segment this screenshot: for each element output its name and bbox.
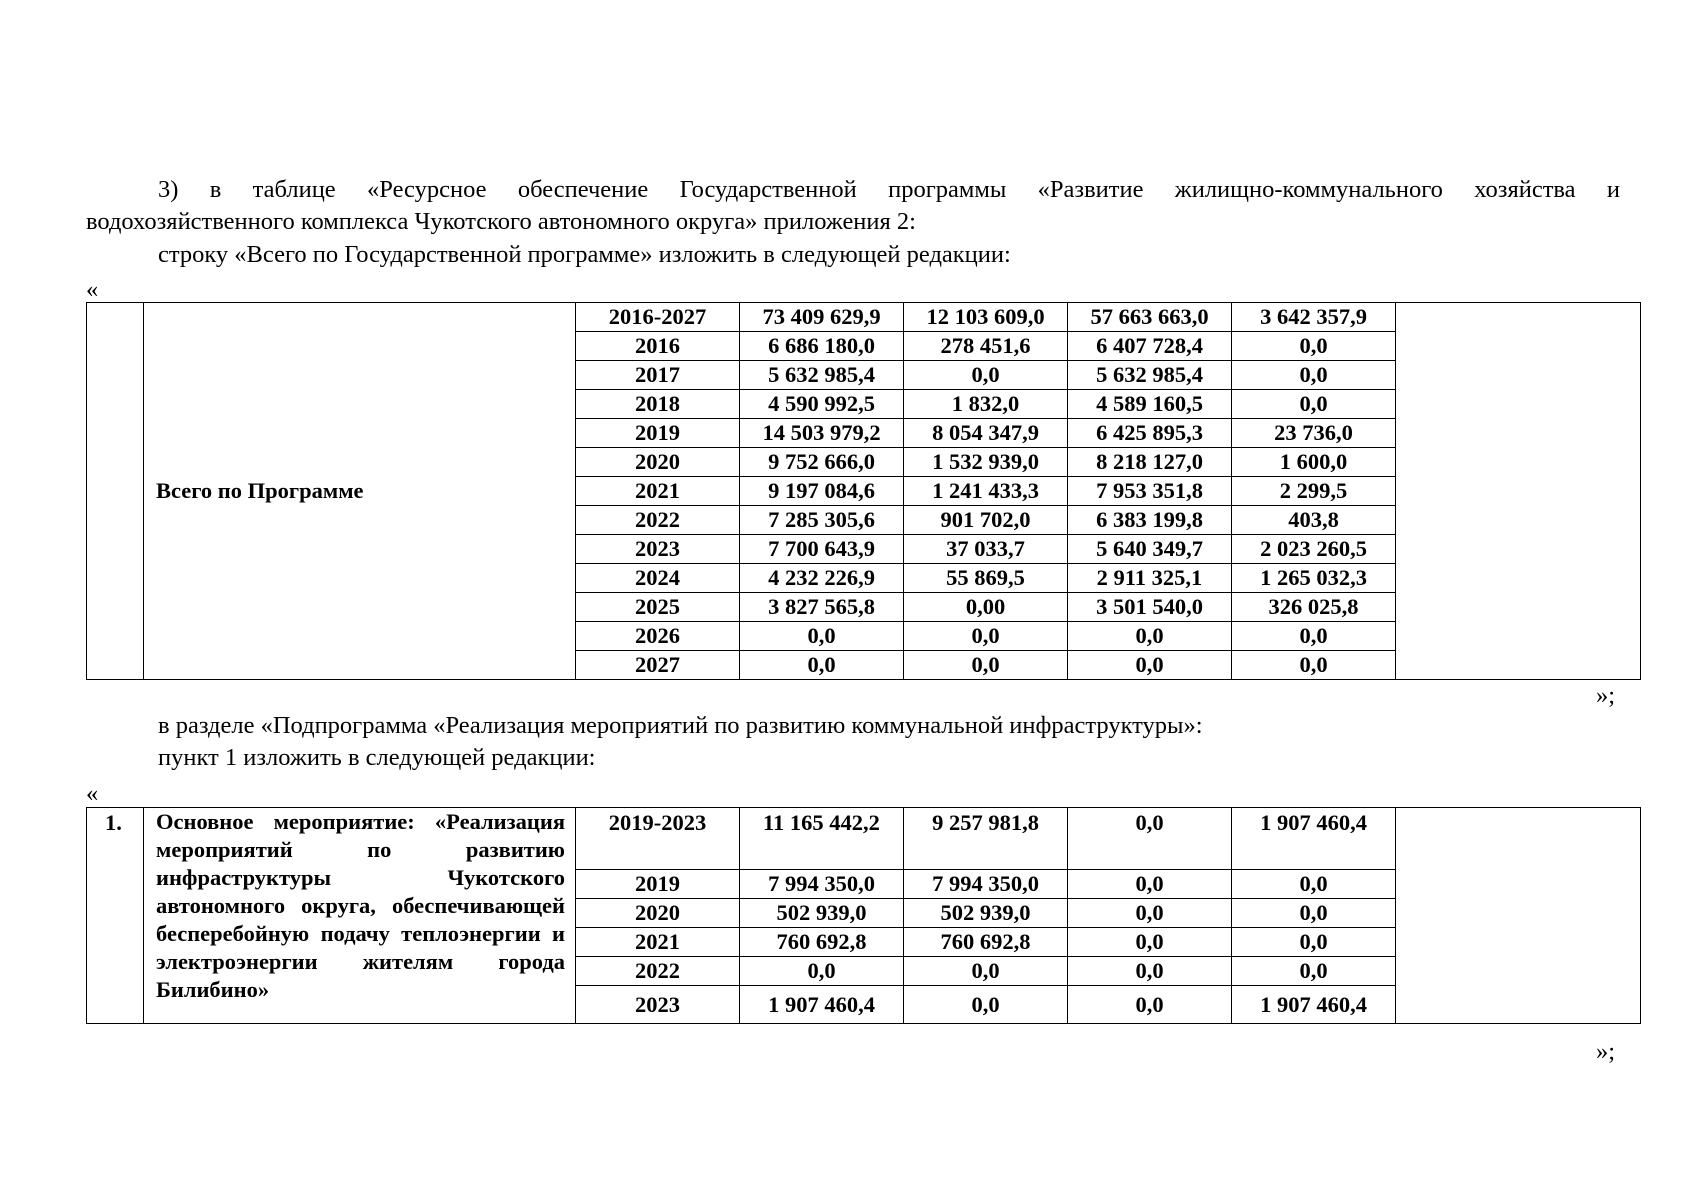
other-sources-cell: 0,0	[1232, 651, 1396, 680]
year-cell: 2025	[576, 593, 740, 622]
regional-budget-cell: 0,0	[1068, 928, 1232, 957]
year-cell: 2021	[576, 928, 740, 957]
regional-budget-cell: 8 218 127,0	[1068, 448, 1232, 477]
federal-budget-cell: 0,0	[904, 651, 1068, 680]
regional-budget-cell: 7 953 351,8	[1068, 477, 1232, 506]
measure-table	[86, 807, 1641, 1024]
total-cell: 1 907 460,4	[740, 986, 904, 1024]
federal-budget-cell: 0,0	[904, 986, 1068, 1024]
row-instruction: строку «Всего по Государственной программе» изложить в следующей редакции:	[158, 241, 1011, 268]
year-cell: 2019	[576, 870, 740, 899]
regional-budget-cell: 6 425 895,3	[1068, 419, 1232, 448]
total-cell: 73 409 629,9	[740, 303, 904, 332]
regional-budget-cell: 3 501 540,0	[1068, 593, 1232, 622]
closing-quote-1: »;	[1596, 682, 1616, 709]
intro-item3: 3) в таблице «Ресурсное обеспечение Государственной программы «Развитие жилищно-коммунального хозяйства и	[158, 176, 1620, 203]
federal-budget-cell: 0,00	[904, 593, 1068, 622]
regional-budget-cell: 0,0	[1068, 899, 1232, 928]
year-cell: 2024	[576, 564, 740, 593]
other-sources-cell: 0,0	[1232, 870, 1396, 899]
total-cell: 4 232 226,9	[740, 564, 904, 593]
other-sources-cell: 0,0	[1232, 390, 1396, 419]
year-cell: 2019-2023	[576, 808, 740, 870]
total-cell: 760 692,8	[740, 928, 904, 957]
total-cell: 7 994 350,0	[740, 870, 904, 899]
row-index-cell	[87, 303, 144, 680]
regional-budget-cell: 2 911 325,1	[1068, 564, 1232, 593]
regional-budget-cell: 0,0	[1068, 957, 1232, 986]
year-cell: 2027	[576, 651, 740, 680]
table-row	[87, 808, 1641, 870]
other-sources-cell: 1 907 460,4	[1232, 986, 1396, 1024]
total-cell: 0,0	[740, 957, 904, 986]
federal-budget-cell: 37 033,7	[904, 535, 1068, 564]
year-cell: 2016	[576, 332, 740, 361]
other-sources-cell: 326 025,8	[1232, 593, 1396, 622]
federal-budget-cell: 8 054 347,9	[904, 419, 1068, 448]
note-cell	[1396, 303, 1641, 680]
total-cell: 7 285 305,6	[740, 506, 904, 535]
total-cell: 0,0	[740, 622, 904, 651]
year-cell: 2019	[576, 419, 740, 448]
year-cell: 2020	[576, 899, 740, 928]
regional-budget-cell: 0,0	[1068, 870, 1232, 899]
federal-budget-cell: 760 692,8	[904, 928, 1068, 957]
total-cell: 9 197 084,6	[740, 477, 904, 506]
other-sources-cell: 1 265 032,3	[1232, 564, 1396, 593]
total-cell: 5 632 985,4	[740, 361, 904, 390]
other-sources-cell: 1 600,0	[1232, 448, 1396, 477]
federal-budget-cell: 0,0	[904, 622, 1068, 651]
regional-budget-cell: 0,0	[1068, 651, 1232, 680]
total-cell: 9 752 666,0	[740, 448, 904, 477]
federal-budget-cell: 901 702,0	[904, 506, 1068, 535]
year-cell: 2021	[576, 477, 740, 506]
federal-budget-cell: 502 939,0	[904, 899, 1068, 928]
other-sources-cell: 0,0	[1232, 928, 1396, 957]
federal-budget-cell: 0,0	[904, 361, 1068, 390]
year-cell: 2022	[576, 506, 740, 535]
other-sources-cell: 0,0	[1232, 957, 1396, 986]
opening-quote-1: «	[86, 276, 99, 303]
year-cell: 2017	[576, 361, 740, 390]
total-cell: 14 503 979,2	[740, 419, 904, 448]
intro-item3-continued: водохозяйственного комплекса Чукотского автономного округа» приложения 2:	[86, 208, 916, 235]
regional-budget-cell: 5 640 349,7	[1068, 535, 1232, 564]
total-cell: 4 590 992,5	[740, 390, 904, 419]
measure-description-cell: Основное мероприятие: «Реализация мероприятий по развитию инфраструктуры Чукотского автономного округа, обеспечивающей бесперебойную подачу теплоэнергии и электроэнергии жителям города Билибино»	[144, 808, 576, 1024]
federal-budget-cell: 7 994 350,0	[904, 870, 1068, 899]
other-sources-cell: 3 642 357,9	[1232, 303, 1396, 332]
federal-budget-cell: 0,0	[904, 957, 1068, 986]
federal-budget-cell: 55 869,5	[904, 564, 1068, 593]
regional-budget-cell: 6 407 728,4	[1068, 332, 1232, 361]
other-sources-cell: 0,0	[1232, 622, 1396, 651]
regional-budget-cell: 0,0	[1068, 986, 1232, 1024]
other-sources-cell: 23 736,0	[1232, 419, 1396, 448]
year-cell: 2020	[576, 448, 740, 477]
note-cell	[1396, 808, 1641, 1024]
subprogram-instruction: в разделе «Подпрограмма «Реализация мероприятий по развитию коммунальной инфраструктуры»:	[158, 712, 1203, 739]
total-cell: 3 827 565,8	[740, 593, 904, 622]
closing-quote-2: »;	[1596, 1038, 1616, 1065]
other-sources-cell: 403,8	[1232, 506, 1396, 535]
other-sources-cell: 2 023 260,5	[1232, 535, 1396, 564]
measure-index-cell: 1.	[87, 808, 144, 1024]
federal-budget-cell: 12 103 609,0	[904, 303, 1068, 332]
regional-budget-cell: 6 383 199,8	[1068, 506, 1232, 535]
program-total-table	[86, 302, 1641, 680]
federal-budget-cell: 1 832,0	[904, 390, 1068, 419]
year-cell: 2022	[576, 957, 740, 986]
total-cell: 0,0	[740, 651, 904, 680]
federal-budget-cell: 1 241 433,3	[904, 477, 1068, 506]
total-cell: 502 939,0	[740, 899, 904, 928]
point-instruction: пункт 1 изложить в следующей редакции:	[158, 744, 596, 771]
other-sources-cell: 0,0	[1232, 332, 1396, 361]
regional-budget-cell: 4 589 160,5	[1068, 390, 1232, 419]
regional-budget-cell: 0,0	[1068, 808, 1232, 870]
year-cell: 2023	[576, 986, 740, 1024]
regional-budget-cell: 57 663 663,0	[1068, 303, 1232, 332]
federal-budget-cell: 278 451,6	[904, 332, 1068, 361]
program-label-cell: Всего по Программе	[144, 303, 576, 680]
total-cell: 11 165 442,2	[740, 808, 904, 870]
year-cell: 2026	[576, 622, 740, 651]
year-cell: 2016-2027	[576, 303, 740, 332]
regional-budget-cell: 5 632 985,4	[1068, 361, 1232, 390]
other-sources-cell: 0,0	[1232, 361, 1396, 390]
table-row	[87, 303, 1641, 332]
other-sources-cell: 0,0	[1232, 899, 1396, 928]
federal-budget-cell: 9 257 981,8	[904, 808, 1068, 870]
total-cell: 7 700 643,9	[740, 535, 904, 564]
other-sources-cell: 2 299,5	[1232, 477, 1396, 506]
year-cell: 2018	[576, 390, 740, 419]
opening-quote-2: «	[86, 780, 99, 807]
federal-budget-cell: 1 532 939,0	[904, 448, 1068, 477]
year-cell: 2023	[576, 535, 740, 564]
total-cell: 6 686 180,0	[740, 332, 904, 361]
other-sources-cell: 1 907 460,4	[1232, 808, 1396, 870]
regional-budget-cell: 0,0	[1068, 622, 1232, 651]
